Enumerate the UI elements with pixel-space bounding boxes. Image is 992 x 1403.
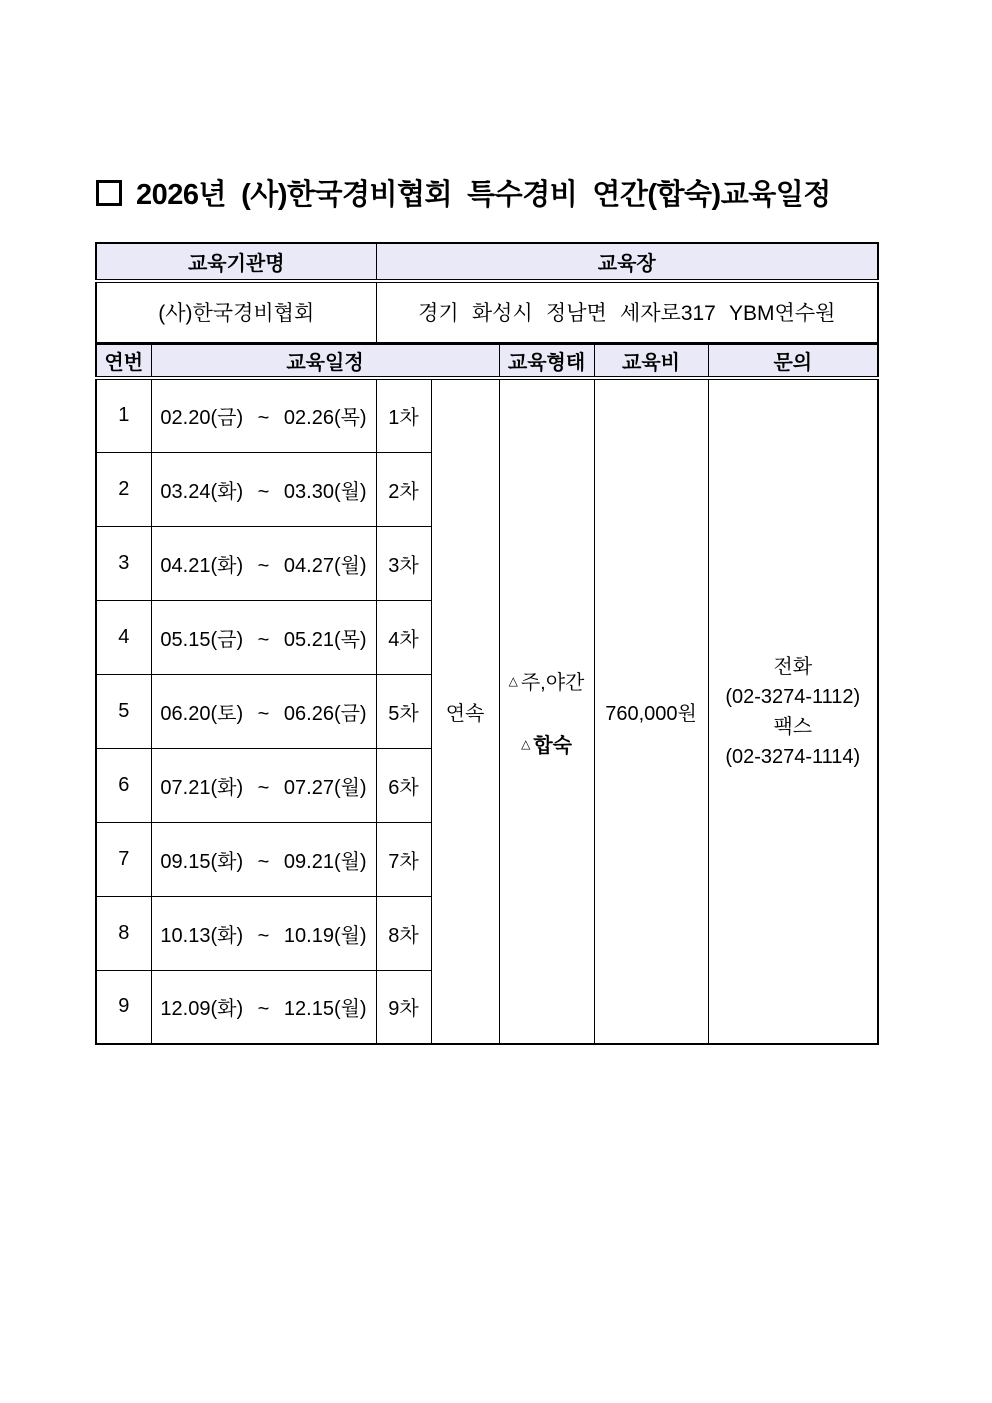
row-no: 6	[96, 748, 151, 822]
row-session: 9차	[376, 970, 431, 1044]
row-date-range: 06.20(토) ~ 06.26(금)	[151, 674, 376, 748]
schedule-row	[96, 378, 878, 452]
row-session: 8차	[376, 896, 431, 970]
title-bullet-square-icon	[96, 180, 122, 206]
type-day-night-label: 주,야간	[520, 671, 585, 694]
contact-cell	[708, 378, 878, 1044]
row-session: 2차	[376, 452, 431, 526]
row-date-range: 09.15(화) ~ 09.21(월)	[151, 822, 376, 896]
org-header-row	[96, 243, 878, 281]
row-no: 7	[96, 822, 151, 896]
col-header-dates: 교육일정	[151, 343, 499, 378]
header-venue: 교육장	[376, 243, 878, 281]
row-no: 2	[96, 452, 151, 526]
org-name-cell: (사)한국경비협회	[96, 281, 376, 343]
page-title	[96, 170, 831, 214]
row-session: 6차	[376, 748, 431, 822]
row-date-range: 04.21(화) ~ 04.27(월)	[151, 526, 376, 600]
training-type-cell	[499, 378, 594, 1044]
schedule-header-row	[96, 343, 878, 378]
row-session: 1차	[376, 378, 431, 452]
row-date-range: 03.24(화) ~ 03.30(월)	[151, 452, 376, 526]
contact-phone-number: (02-3274-1112)	[725, 685, 861, 708]
row-no: 9	[96, 970, 151, 1044]
fee-cell: 760,000원	[594, 378, 708, 1044]
row-no: 1	[96, 378, 151, 452]
col-header-fee: 교육비	[594, 343, 708, 378]
triangle-marker-icon: △	[521, 736, 531, 751]
continuity-cell: 연속	[431, 378, 499, 1044]
org-info-row	[96, 281, 878, 343]
col-header-no: 연번	[96, 343, 151, 378]
row-date-range: 05.15(금) ~ 05.21(목)	[151, 600, 376, 674]
row-no: 8	[96, 896, 151, 970]
contact-fax-number: (02-3274-1114)	[725, 745, 861, 768]
col-header-contact: 문의	[708, 343, 878, 378]
row-session: 5차	[376, 674, 431, 748]
triangle-marker-icon: △	[508, 673, 518, 688]
training-schedule-table	[95, 242, 879, 1045]
type-lodging-label: 합숙	[533, 734, 572, 757]
type-line-day-night	[500, 666, 594, 695]
row-date-range: 12.09(화) ~ 12.15(월)	[151, 970, 376, 1044]
row-no: 3	[96, 526, 151, 600]
contact-fax-label: 팩스	[773, 715, 813, 738]
col-header-type: 교육형태	[499, 343, 594, 378]
row-session: 7차	[376, 822, 431, 896]
page-title-text: 2026년 (사)한국경비협회 특수경비 연간(합숙)교육일정	[136, 178, 831, 211]
row-no: 4	[96, 600, 151, 674]
row-date-range: 02.20(금) ~ 02.26(목)	[151, 378, 376, 452]
row-session: 4차	[376, 600, 431, 674]
row-date-range: 07.21(화) ~ 07.27(월)	[151, 748, 376, 822]
contact-phone-label: 전화	[773, 655, 813, 678]
row-no: 5	[96, 674, 151, 748]
header-org-name: 교육기관명	[96, 243, 376, 281]
venue-cell: 경기 화성시 정남면 세자로317 YBM연수원	[376, 281, 878, 343]
row-date-range: 10.13(화) ~ 10.19(월)	[151, 896, 376, 970]
type-line-lodging	[500, 729, 594, 758]
row-session: 3차	[376, 526, 431, 600]
